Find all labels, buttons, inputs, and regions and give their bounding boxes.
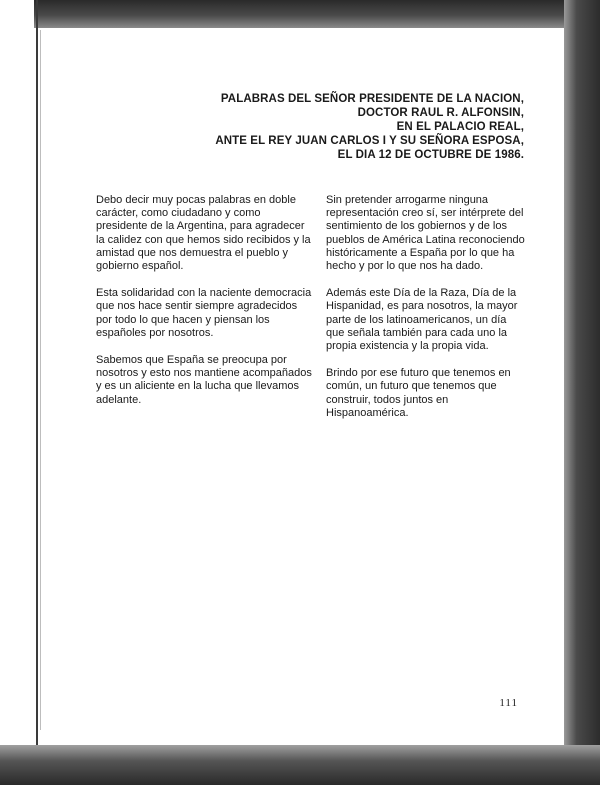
paragraph: Sin pretender arrogarme ninguna representación creo sí, ser intérprete del sentimiento de los gobiernos y de los pueblos de América Latina reconociendo históricamente a España por lo que ha hecho y por lo que nos ha dado. (326, 194, 525, 273)
right-text-column (326, 194, 526, 434)
paragraph: Brindo por ese futuro que tenemos en común, un futuro que tenemos que construir, todos juntos en Hispanoamérica. (326, 367, 511, 419)
heading-line: EN EL PALACIO REAL, (396, 121, 524, 133)
left-text-column (96, 194, 314, 421)
scan-edge-left-faint (40, 30, 41, 730)
heading-line: DOCTOR RAUL R. ALFONSIN, (357, 107, 524, 119)
paragraph: Sabemos que España se preocupa por nosotros y esto nos mantiene acompañados y es un aliciente en la lucha que llevamos adelante. (96, 354, 312, 406)
scan-edge-right (564, 0, 600, 785)
heading-line: PALABRAS DEL SEÑOR PRESIDENTE DE LA NACION, (220, 93, 524, 105)
scan-edge-left (36, 0, 38, 745)
page-number: 111 (499, 697, 518, 709)
heading-line: ANTE EL REY JUAN CARLOS I Y SU SEÑORA ESPOSA, (215, 135, 524, 147)
paragraph: Debo decir muy pocas palabras en doble carácter, como ciudadano y como presidente de la Argentina, para agradecer la calidez con que hemos sido recibidos y la amistad que nos demuestra el pueblo y gobierno español. (96, 194, 311, 273)
scan-edge-top (34, 0, 600, 28)
scan-edge-bottom (0, 745, 600, 785)
speech-heading (104, 92, 524, 162)
heading-line: EL DIA 12 DE OCTUBRE DE 1986. (337, 149, 524, 161)
paragraph: Además este Día de la Raza, Día de la Hispanidad, es para nosotros, la mayor parte de los latinoamericanos, un día que señala también para cada uno la propia existencia y la propia vida. (326, 287, 518, 353)
paragraph: Esta solidaridad con la naciente democracia que nos hace sentir siempre agradecidos por todo lo que hacen y piensan los españoles por nosotros. (96, 287, 312, 339)
